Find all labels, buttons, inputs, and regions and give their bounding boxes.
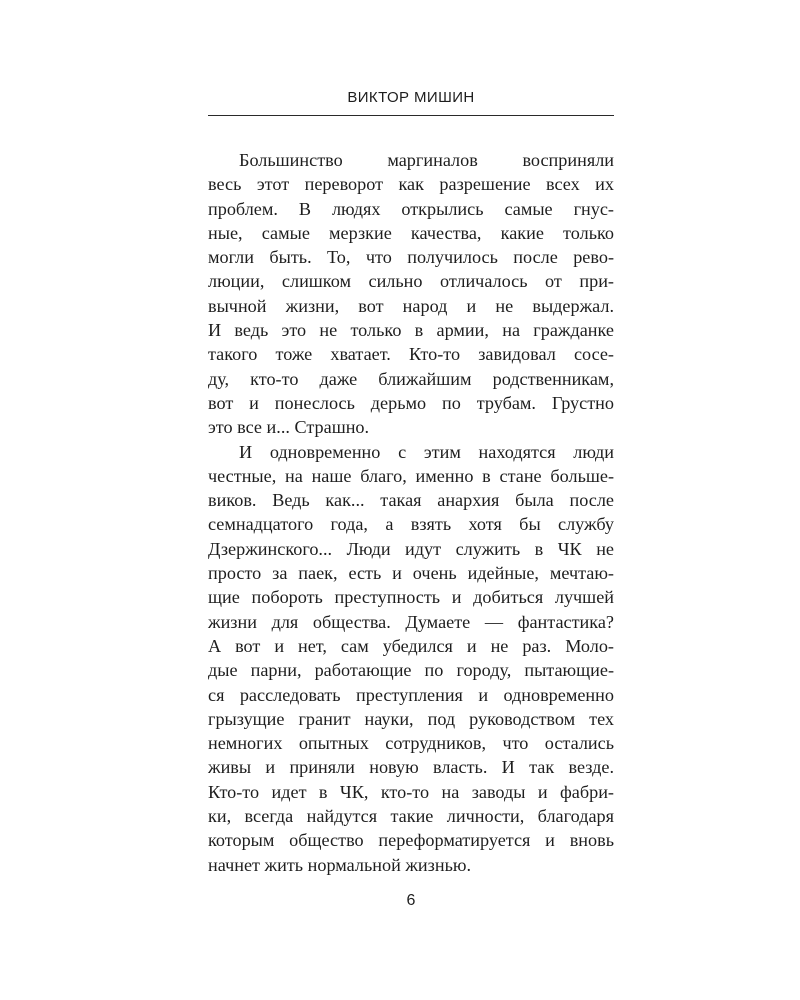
text-line: могли быть. То, что получилось после рево-: [208, 247, 614, 268]
text-line: щие побороть преступность и добиться лучшей: [208, 587, 614, 608]
text-line: живы и приняли новую власть. И так везде.: [208, 757, 614, 778]
text-line: люции, слишком сильно отличалось от при-: [208, 271, 614, 292]
text-line: вот и понеслось дерьмо по трубам. Грустно: [208, 392, 614, 413]
text-line: жизни для общества. Думаете — фантастика?: [208, 611, 614, 632]
text-line: такого тоже хватает. Кто-то завидовал сосе-: [208, 344, 614, 365]
body-text: [208, 148, 614, 877]
text-line: ся расследовать преступления и одновременно: [208, 684, 614, 705]
text-line: Кто-то идет в ЧК, кто-то на заводы и фабри-: [208, 781, 614, 802]
text-line: Большинство маргиналов восприняли: [239, 150, 614, 170]
text-line: честные, на наше благо, именно в стане больше-: [208, 465, 614, 486]
text-line: немногих опытных сотрудников, что остались: [208, 733, 614, 754]
text-line: А вот и нет, сам убедился и не раз. Моло-: [208, 635, 614, 656]
text-line: вычной жизни, вот народ и не выдержал.: [208, 295, 614, 316]
text-line: которым общество переформатируется и вновь: [208, 830, 614, 851]
text-line: И ведь это не только в армии, на гражданке: [208, 320, 614, 341]
paragraph-1: [208, 148, 614, 440]
text-line: весь этот переворот как разрешение всех их: [208, 174, 614, 195]
text-line: ные, самые мерзкие качества, какие только: [208, 222, 614, 243]
text-line: Дзержинского... Люди идут служить в ЧК не: [208, 538, 614, 559]
running-head-title: ВИКТОР МИШИН: [347, 89, 475, 106]
text-line: это все и... Страшно.: [208, 417, 370, 438]
text-line: грызущие гранит науки, под руководством тех: [208, 708, 614, 729]
text-line: ки, всегда найдутся такие личности, благодаря: [208, 806, 614, 827]
header-divider: [208, 115, 614, 116]
text-line: проблем. В людях открылись самые гнус-: [208, 198, 614, 219]
text-line: дые парни, работающие по городу, пытающие-: [208, 660, 614, 681]
text-line: И одновременно с этим находятся люди: [239, 441, 614, 462]
text-line: виков. Ведь как... такая анархия была после: [208, 490, 614, 511]
text-line: семнадцатого года, а взять хотя бы службу: [208, 514, 614, 535]
paragraph-2: [208, 440, 614, 877]
text-line: начнет жить нормальной жизнью.: [208, 854, 471, 875]
text-line: просто за паек, есть и очень идейные, мечтаю-: [208, 563, 614, 584]
text-line: ду, кто-то даже ближайшим родственникам,: [208, 368, 614, 389]
page-number: 6: [406, 892, 416, 909]
